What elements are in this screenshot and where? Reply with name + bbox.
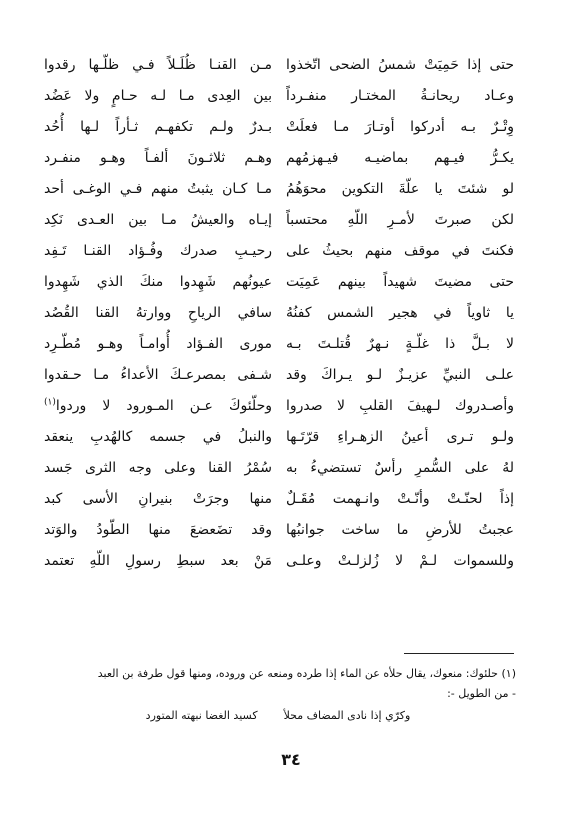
verse-right-16: عجبتُ للأرضِ ما ساخت جوانبُها bbox=[286, 522, 514, 538]
footnote bbox=[40, 664, 516, 726]
verse-left-1: مـن القنـا ظُلَـلاً فـي ظلّـها رقدوا bbox=[44, 57, 272, 73]
verse-left-5: مـا كـان يثبتُ منهم فـي الوغـى أحد bbox=[44, 181, 272, 197]
footnote-verse-second-hemistich: كسيد الغضا نبهته المتورد bbox=[145, 709, 258, 722]
verse-left-13: والنبلُ في جسمه كالهُدبِ ينعقد bbox=[44, 429, 272, 445]
verse-right-9: يا ثاوياً في هجير الشمس كفنُهُ bbox=[286, 305, 514, 321]
verse-right-12: وأصـدروك لـهيفَ القلبِ لا صدروا bbox=[286, 398, 514, 414]
verse-left-12-text: وحلّئوكَ عـن المـورود لا وردوا bbox=[55, 398, 272, 414]
verse-left-8: عيونُهم شَهِدوا منكَ الذي شَهِدوا bbox=[44, 274, 272, 290]
poem-column-left bbox=[44, 50, 272, 620]
verse-left-16: وقد تضَعضعَ منها الطّودُ والوَتد bbox=[44, 522, 272, 538]
verse-right-10: لا بـلَّ ذا غلّـةٍ نـهرٌ قُتلـتَ بـه bbox=[286, 336, 514, 352]
poem bbox=[44, 50, 514, 620]
verse-right-5: لو شئتَ يا علّةَ التكوين محوَهُمُ bbox=[286, 181, 514, 197]
footnote-verse-first-hemistich: وكرّي إذا نادى المضاف محلأ bbox=[283, 709, 411, 722]
verse-left-6: إيـاه والعيشُ مـا بين العـدى نَكِد bbox=[44, 212, 272, 228]
verse-left-14: سُمْرُ القنا وعلى وجه الثرى جَسد bbox=[44, 460, 272, 476]
verse-left-17: مَنْ بعد سبطِ رسولِ اللّهِ تعتمد bbox=[44, 553, 272, 569]
verse-left-12 bbox=[44, 391, 272, 422]
verse-right-17: وللسموات لـمْ لا زُلزلـتْ وعلـى bbox=[286, 553, 514, 569]
verse-right-4: يكـرُّ فيـهم بماضيـه فيـهزمُهم bbox=[286, 150, 514, 166]
footnote-divider bbox=[404, 653, 514, 654]
page-number: ٣٤ bbox=[281, 750, 301, 769]
verse-left-11: شـفى بمصرعـكَ الأعداءُ مـا حـقدوا bbox=[44, 367, 272, 383]
verse-left-4: وهـم ثلاثـونَ ألفـاً وهـو منفـرد bbox=[44, 150, 272, 166]
verse-left-3: بـدرٌ ولـم تكفهـم ثـأراً لـها أُحُد bbox=[44, 119, 272, 135]
verse-right-15: إذاً لحنّـتْ وأنّـتْ وانـهمت مُقَـلٌ bbox=[286, 491, 514, 507]
verse-left-15: منها وجرَتْ بنيرانِ الأسى كبد bbox=[44, 491, 272, 507]
verse-left-10: مورى الفـؤاد أُوامـاً وهـو مُطّـرِد bbox=[44, 336, 272, 352]
footnote-text: (١) حلئوك: منعوك، يقال حلأه عن الماء إذا طرده ومنعه عن وروده، ومنها قول طرفة بن العبد bbox=[97, 667, 516, 680]
verse-right-14: لهُ على السُّمرِ رأسٌ تستضيءُ به bbox=[286, 460, 514, 476]
verse-right-8: حتى مضيتَ شهيداً بينهم عَمِيَت bbox=[286, 274, 514, 290]
verse-right-13: ولـو تـرى أعينُ الزهـراءِ قرّتَـها bbox=[286, 429, 514, 445]
verse-left-7: رحيـبِ صدرك وفُـؤاد القنـا تَـفِد bbox=[44, 243, 272, 259]
verse-left-9: سافي الرياحِ ووارتهُ القنا القُصُد bbox=[44, 305, 272, 321]
footnote-verse bbox=[40, 706, 516, 726]
footnote-marker: (١) bbox=[44, 397, 56, 408]
verse-right-3: وِتْـرٌ بـه أدركوا أوتـارَ مـا فعلَتْ bbox=[286, 119, 514, 135]
verse-right-11: علـى النبيِّ عزيـزٌ لـو يـراكَ وقد bbox=[286, 367, 514, 383]
footnote-meter: - من الطويل -: bbox=[447, 687, 516, 700]
verse-right-6: لكن صبرتَ لأمـرِ اللّهِ محتسباً bbox=[286, 212, 514, 228]
poem-column-right bbox=[286, 50, 514, 620]
verse-left-2: بين العِدى مـا لـه حـامٍ ولا عَضُد bbox=[44, 88, 272, 104]
verse-right-7: فكنتَ في موقف منهم بحيثُ على bbox=[286, 243, 514, 259]
verse-right-2: وعـاد ريحانـةُ المختـار منفـرداً bbox=[286, 88, 514, 104]
verse-right-1: حتى إذا حَمِيَتْ شمسُ الضحى اتّخذوا bbox=[286, 57, 514, 73]
